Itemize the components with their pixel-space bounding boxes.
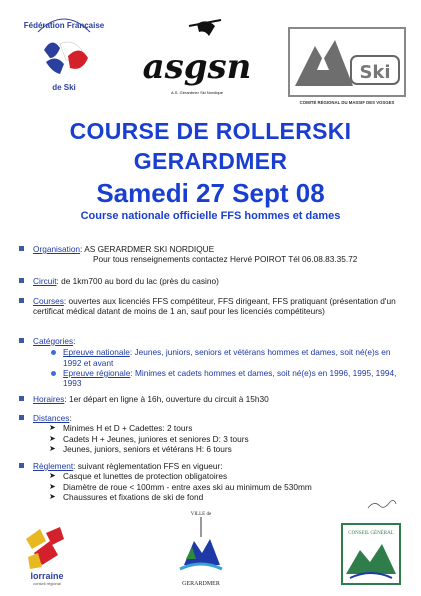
event-date: Samedi 27 Sept 08 (96, 178, 325, 208)
circuit-text: : de 1km700 au bord du lac (près du casino) (56, 276, 219, 286)
organisation-label: Organisation (33, 244, 81, 254)
asgsn-logo-text: asgsn (142, 47, 252, 87)
ski-comite-logo (287, 26, 407, 106)
arrow-icon: ➤ (49, 423, 56, 433)
organisation-text: : AS GERARDMER SKI NORDIQUE (80, 244, 215, 254)
reglement-item (33, 492, 408, 502)
reglement-item-text: Diamètre de roue < 100mm - entre axes ski au minimum de 530mm (63, 481, 312, 492)
bullet-icon (19, 396, 24, 401)
category-text: : Jeunes, juniors, seniors et vétérans hommes et dames, soit né(e)s en 1992 et avant (63, 347, 391, 368)
asgsn-logo-caption: A.S. Gérardmer Ski Nordique (170, 90, 224, 95)
bullet-icon (19, 246, 24, 251)
category-item (33, 347, 408, 368)
bullet-dot-icon (51, 350, 56, 355)
arrow-icon: ➤ (49, 471, 56, 481)
courses-text: : ouvertes aux licenciés FFS compétiteur, FFS dirigeant, FFS pratiquant (présentation d'un certificat médical datant de moins de 1 an, sauf pour les licenciés compétiteurs) (33, 296, 396, 317)
bullet-icon (19, 278, 24, 283)
section-reglement (33, 461, 408, 502)
section-courses (33, 296, 408, 317)
bullet-icon (19, 415, 24, 420)
distance-item (33, 423, 408, 433)
distances-label: Distances (33, 413, 70, 423)
category-item (33, 368, 408, 389)
categories-label: Catégories (33, 336, 74, 346)
asgsn-logo (129, 14, 269, 104)
title-line-1: COURSE DE ROLLERSKI (69, 118, 352, 144)
lorraine-logo-caption: conseil régional (33, 581, 61, 586)
distance-text: Jeunes, juniors, seniors et vétérans H: 6 tours (63, 443, 232, 454)
distance-text: Minimes H et D + Cadettes: 2 tours (63, 423, 193, 434)
arrow-icon: ➤ (49, 443, 56, 453)
arrow-icon: ➤ (49, 491, 56, 501)
distance-text: Cadets H + Jeunes, juniores et seniores D: 3 tours (63, 433, 249, 444)
conseil-general-logo (340, 522, 402, 586)
category-label: Epreuve régionale (63, 367, 131, 378)
bullet-icon (19, 463, 24, 468)
organisation-contact: Pour tous renseignements contactez Hervé POIROT Tél 06.08.83.35.72 (93, 254, 358, 265)
horaires-text: : 1er départ en ligne à 16h, ouverture du circuit à 15h30 (64, 394, 269, 404)
courses-label: Courses (33, 296, 64, 306)
lorraine-logo (16, 525, 78, 587)
subtitle: Course nationale officielle FFS hommes et dames (80, 210, 341, 222)
distances-colon: : (69, 413, 72, 423)
reglement-text: : suivant règlementation FFS en vigueur: (73, 461, 223, 471)
lorraine-logo-text: lorraine (30, 571, 64, 581)
arrow-icon: ➤ (49, 433, 56, 443)
signature-mark (366, 496, 398, 514)
ville-gerardmer-logo (172, 507, 230, 591)
reglement-item-text: Casque et lunettes de protection obligatoires (63, 471, 228, 482)
reglement-item (33, 482, 408, 492)
bullet-dot-icon (51, 371, 56, 376)
ville-logo-top: VILLE de (190, 512, 212, 517)
category-label: Epreuve nationale (63, 347, 130, 358)
categories-colon: : (73, 336, 76, 346)
ffs-logo (16, 14, 112, 96)
reglement-label: Règlement (33, 461, 74, 471)
ffs-logo-text-bottom: de Ski (52, 83, 76, 92)
ffs-logo-text-top: Fédération Française (23, 21, 105, 30)
section-organisation (33, 244, 408, 265)
bullet-icon (19, 298, 24, 303)
circuit-label: Circuit (33, 276, 57, 286)
distance-item (33, 444, 408, 454)
title-line-2: GERARDMER (133, 148, 288, 174)
ski-logo-text: Ski (359, 62, 391, 83)
arrow-icon: ➤ (49, 481, 56, 491)
section-horaires (33, 394, 408, 404)
ville-logo-bottom: GERARDMER (182, 581, 220, 587)
section-circuit (33, 276, 408, 286)
section-categories (33, 336, 408, 388)
category-text: : Minimes et cadets hommes et dames, soit né(e)s en 1996, 1995, 1994, 1993 (63, 367, 397, 389)
bullet-icon (19, 338, 24, 343)
reglement-item (33, 471, 408, 481)
ski-logo-caption: COMITÉ RÉGIONAL DU MASSIF DES VOSGES (299, 100, 395, 105)
distance-item (33, 434, 408, 444)
section-distances (33, 413, 408, 454)
cg-logo-text: CONSEIL GÉNÉRAL (348, 531, 394, 536)
horaires-label: Horaires (33, 394, 65, 404)
reglement-item-text: Chaussures et fixations de ski de fond (63, 491, 204, 502)
